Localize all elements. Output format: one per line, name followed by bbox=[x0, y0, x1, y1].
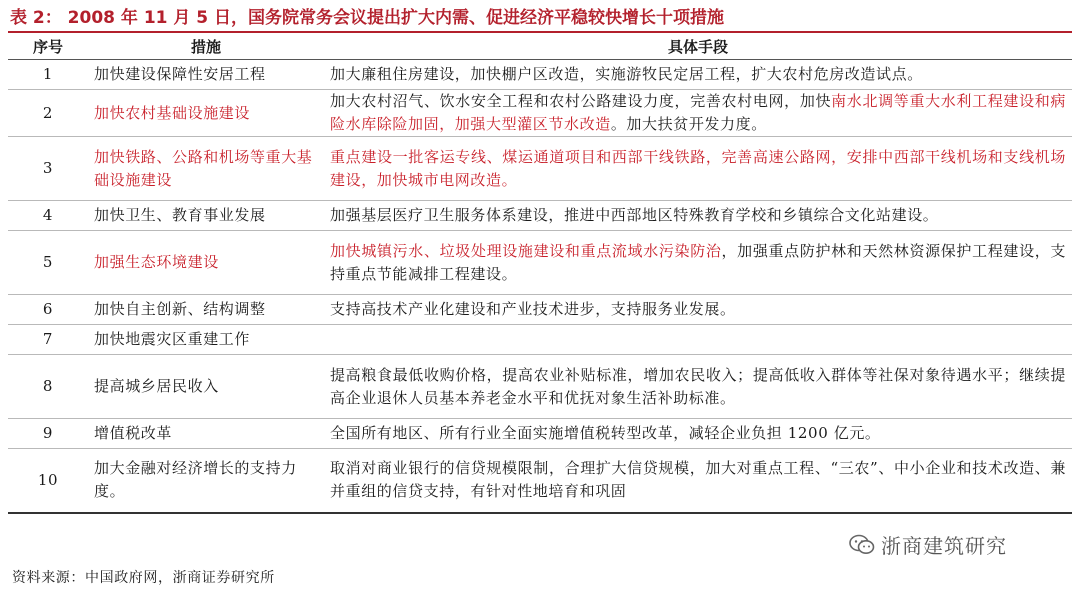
table-row bbox=[8, 449, 1072, 513]
detail-cell bbox=[324, 137, 1072, 201]
table-row bbox=[8, 201, 1072, 231]
row-number: 6 bbox=[8, 295, 88, 325]
detail-text: 全国所有地区、所有行业全面实施增值税转型改革，减轻企业负担 1200 亿元。 bbox=[330, 424, 881, 442]
detail-cell bbox=[324, 90, 1072, 137]
detail-cell bbox=[324, 355, 1072, 419]
detail-highlight: 南水北调等重大水利工程建设和病险水库除险加固，加强大型灌区节水改造 bbox=[330, 92, 1066, 133]
row-number: 3 bbox=[8, 137, 88, 201]
measures-table bbox=[8, 33, 1072, 514]
header-measure: 措施 bbox=[88, 33, 324, 60]
measure-cell: 加快地震灾区重建工作 bbox=[88, 325, 324, 355]
table-row bbox=[8, 295, 1072, 325]
header-row bbox=[8, 33, 1072, 60]
wechat-icon bbox=[849, 534, 875, 556]
watermark bbox=[845, 530, 1011, 559]
detail-text: ，加强重点防护林和天然林资源保护工程建设，支持重点节能减排工程建设。 bbox=[330, 241, 1066, 283]
measure-cell: 加快自主创新、结构调整 bbox=[88, 295, 324, 325]
detail-text: 提高粮食最低收购价格，提高农业补贴标准，增加农民收入；提高低收入群体等社保对象待遇水平；继续提高企业退休人员基本养老金水平和优抚对象生活补助标准。 bbox=[330, 365, 1066, 407]
table-row bbox=[8, 137, 1072, 201]
measure-cell: 加快卫生、教育事业发展 bbox=[88, 201, 324, 231]
row-number: 8 bbox=[8, 355, 88, 419]
detail-highlight: 加快城镇污水、垃圾处理设施建设和重点流域水污染防治 bbox=[330, 241, 722, 260]
measure-cell: 加快农村基础设施建设 bbox=[88, 90, 324, 137]
measure-cell: 加大金融对经济增长的支持力度。 bbox=[88, 449, 324, 513]
table-row bbox=[8, 231, 1072, 295]
table-row bbox=[8, 60, 1072, 90]
watermark-text: 浙商建筑研究 bbox=[881, 534, 1007, 558]
detail-cell bbox=[324, 201, 1072, 231]
measure-cell: 提高城乡居民收入 bbox=[88, 355, 324, 419]
row-number: 9 bbox=[8, 419, 88, 449]
detail-text: 。加大扶贫开发力度。 bbox=[610, 115, 767, 133]
source-note: 资料来源：中国政府网，浙商证券研究所 bbox=[12, 570, 275, 586]
row-number: 2 bbox=[8, 90, 88, 137]
detail-cell bbox=[324, 231, 1072, 295]
measure-cell: 加快铁路、公路和机场等重大基础设施建设 bbox=[88, 137, 324, 201]
detail-text: 支持高技术产业化建设和产业技术进步，支持服务业发展。 bbox=[330, 300, 736, 318]
header-detail: 具体手段 bbox=[324, 33, 1072, 60]
detail-cell bbox=[324, 60, 1072, 90]
detail-text: 加大农村沼气、饮水安全工程和农村公路建设力度，完善农村电网，加快 bbox=[330, 92, 832, 110]
detail-text: 加强基层医疗卫生服务体系建设，推进中西部地区特殊教育学校和乡镇综合文化站建设。 bbox=[330, 206, 939, 224]
row-number: 10 bbox=[8, 449, 88, 513]
table-row bbox=[8, 325, 1072, 355]
measure-cell: 加快建设保障性安居工程 bbox=[88, 60, 324, 90]
detail-text: 加大廉租住房建设，加快棚户区改造，实施游牧民定居工程，扩大农村危房改造试点。 bbox=[330, 65, 923, 83]
table-row bbox=[8, 90, 1072, 137]
detail-text: 取消对商业银行的信贷规模限制，合理扩大信贷规模，加大对重点工程、“三农”、中小企业和技术改造、兼并重组的信贷支持，有针对性地培育和巩固 bbox=[330, 459, 1066, 501]
table-row bbox=[8, 419, 1072, 449]
row-number: 5 bbox=[8, 231, 88, 295]
measure-cell: 加强生态环境建设 bbox=[88, 231, 324, 295]
header-no: 序号 bbox=[8, 33, 88, 60]
detail-cell bbox=[324, 295, 1072, 325]
row-number: 7 bbox=[8, 325, 88, 355]
measure-cell: 增值税改革 bbox=[88, 419, 324, 449]
detail-highlight: 重点建设一批客运专线、煤运通道项目和西部干线铁路，完善高速公路网，安排中西部干线机场和支线机场建设，加快城市电网改造。 bbox=[330, 147, 1066, 189]
detail-cell bbox=[324, 419, 1072, 449]
table-title: 表 2： 2008 年 11 月 5 日，国务院常务会议提出扩大内需、促进经济平稳较快增长十项措施 bbox=[10, 8, 725, 28]
detail-cell bbox=[324, 325, 1072, 355]
row-number: 1 bbox=[8, 60, 88, 90]
table-row bbox=[8, 355, 1072, 419]
detail-cell bbox=[324, 449, 1072, 513]
row-number: 4 bbox=[8, 201, 88, 231]
